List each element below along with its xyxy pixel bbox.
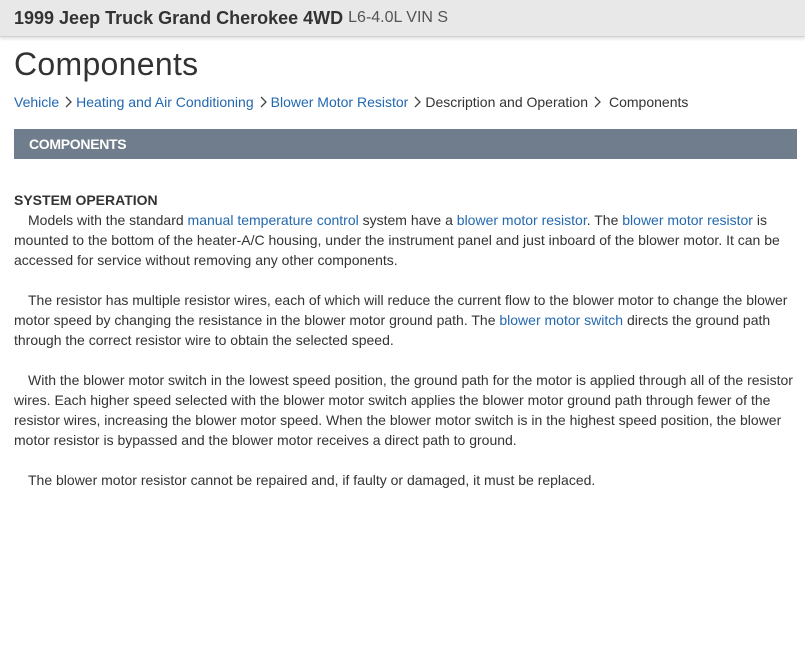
link-blower-motor-resistor[interactable]: blower motor resistor bbox=[456, 212, 587, 228]
paragraph-text: is mounted to the bottom of the heater-A/C housing, under the instrument panel and just inboard of the blower motor. It can be accessed for service without removing any other components. bbox=[14, 212, 780, 268]
breadcrumb-components: Components bbox=[608, 94, 689, 110]
paragraph-4: The blower motor resistor cannot be repaired and, if faulty or damaged, it must be replaced. bbox=[28, 472, 596, 488]
breadcrumb-blower-motor-resistor[interactable]: Blower Motor Resistor bbox=[270, 94, 409, 110]
vehicle-name: 1999 Jeep Truck Grand Cherokee 4WD bbox=[14, 7, 344, 28]
section-heading-system-operation: SYSTEM OPERATION bbox=[14, 192, 158, 208]
breadcrumb-description-and-operation: Description and Operation bbox=[425, 94, 588, 110]
vehicle-engine: L6-4.0L VIN S bbox=[348, 9, 449, 26]
link-manual-temperature-control[interactable]: manual temperature control bbox=[187, 212, 359, 228]
paragraph-text: system have a bbox=[358, 212, 457, 228]
page-title: Components bbox=[14, 46, 199, 82]
paragraph-text: directs the ground path through the correct resistor wire to obtain the selected speed. bbox=[14, 312, 771, 348]
paragraph-text: Models with the standard bbox=[28, 212, 188, 228]
paragraph-1 bbox=[14, 210, 798, 270]
chevron-right-icon bbox=[65, 96, 72, 108]
breadcrumb-vehicle[interactable]: Vehicle bbox=[14, 94, 60, 110]
breadcrumb-heating-and-air-conditioning[interactable]: Heating and Air Conditioning bbox=[76, 94, 254, 110]
paragraph-text: The resistor has multiple resistor wires, each of which will reduce the current flow to the blower motor to change the blower motor speed by changing the resistance in the blower motor ground path. The bbox=[14, 292, 788, 328]
paragraph-text: . The bbox=[586, 212, 623, 228]
link-blower-motor-resistor[interactable]: blower motor resistor bbox=[622, 212, 753, 228]
article-body bbox=[14, 190, 798, 510]
chevron-right-icon bbox=[260, 96, 267, 108]
chevron-right-icon bbox=[414, 96, 421, 108]
paragraph-3: With the blower motor switch in the lowest speed position, the ground path for the motor is applied through all of the resistor wires. Each higher speed selected with the blower motor switch applies the blower motor ground path through fewer of the resistor wires, increasing the blower motor speed. When the blower motor switch is in the highest speed position, the blower motor resistor is bypassed and the blower motor receives a direct path to ground. bbox=[14, 372, 793, 448]
breadcrumb bbox=[14, 94, 688, 110]
section-header bbox=[14, 129, 797, 159]
chevron-right-icon bbox=[594, 96, 601, 108]
section-title: COMPONENTS bbox=[29, 136, 127, 152]
vehicle-header-bar bbox=[0, 0, 805, 37]
paragraph-2 bbox=[14, 290, 798, 350]
link-blower-motor-switch[interactable]: blower motor switch bbox=[499, 312, 624, 328]
